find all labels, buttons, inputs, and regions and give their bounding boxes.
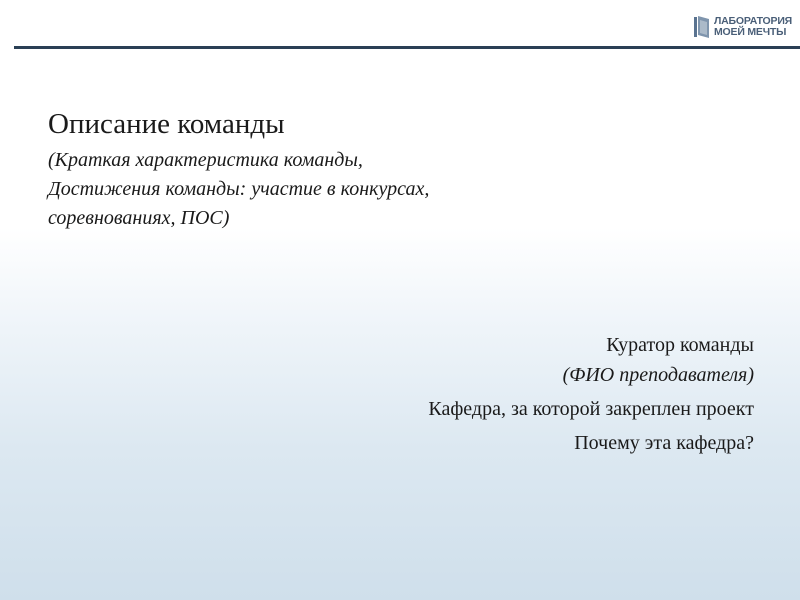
department-question: Почему эта кафедра?	[574, 432, 754, 454]
header-divider	[14, 46, 800, 49]
logo-line-2: МОЕЙ МЕЧТЫ	[714, 26, 787, 38]
curator-note: (ФИО преподавателя)	[562, 364, 754, 386]
curator-label: Куратор команды	[606, 334, 754, 356]
subtitle-line-3: соревнованиях, ПОС)	[48, 207, 230, 229]
slide-title: Описание команды	[48, 108, 285, 140]
subtitle-line-1: (Краткая характеристика команды,	[48, 149, 363, 171]
department-text: Кафедра, за которой закреплен проект	[428, 398, 754, 420]
curator-block	[428, 330, 754, 458]
logo-text	[714, 16, 792, 38]
subtitle-line-2: Достижения команды: участие в конкурсах,	[48, 178, 430, 200]
slide-subtitle	[48, 146, 608, 233]
brand-logo	[694, 12, 794, 42]
book-logo-icon	[694, 15, 710, 39]
logo-line-1: ЛАБОРАТОРИЯ	[714, 15, 793, 27]
